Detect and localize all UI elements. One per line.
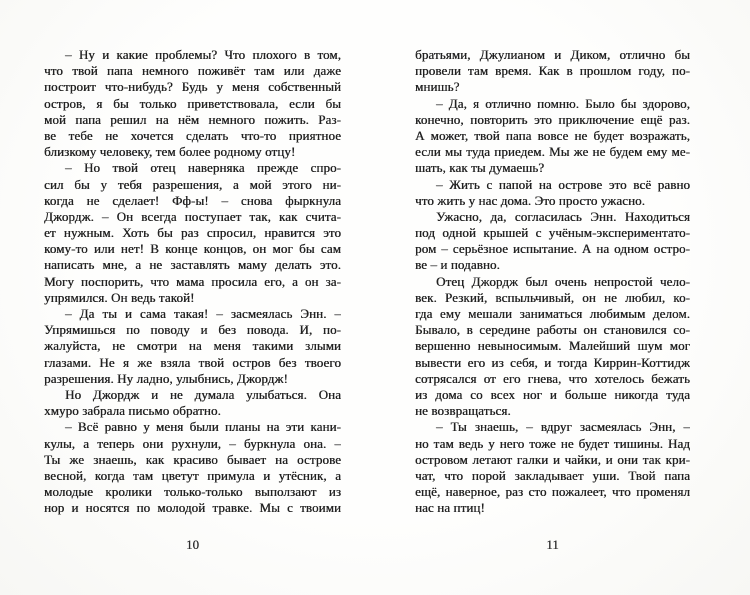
text-line: остров, я бы только приветствовала, если бы (44, 95, 341, 111)
text-line: глазами. Не я же взяла твой остров без твоего (44, 354, 341, 370)
text-line: что твой папа немного поживёт там или даже (44, 63, 341, 79)
text-line: Ужасно, да, согласилась Энн. Находиться (436, 208, 690, 224)
text-line: ве тебе не хочется сделать что-то приятное (44, 127, 341, 143)
text-line: нор и носятся по молодой травке. Мы с твоими (44, 500, 341, 516)
text-line: разрешения. Ну ладно, улыбнись, Джордж! (44, 370, 288, 386)
text-line: – Ты знаешь, – вдруг засмеялась Энн, – (436, 419, 690, 435)
text-line: – Да ты и сама такая! – засмеялась Энн. – (65, 306, 341, 321)
text-line: мой папа решил на нём немного пожить. Раз- (44, 111, 341, 127)
text-line: Ты же знаешь, как красиво бывает на острове (44, 451, 341, 467)
text-line: но там ведь у него тоже не будет тишины. Над (415, 435, 690, 451)
text-line: кулы, а теперь они рухнули, – буркнула она. – (44, 435, 341, 451)
text-line: – Но твой отец наверняка прежде спро- (65, 160, 341, 176)
text-line: Отец Джордж был очень непростой чело- (436, 273, 690, 289)
text-line: конечно, повторить это приключение ещё раз. (415, 111, 690, 127)
text-line: сил бы у тебя разрешения, а мой этого ни- (44, 176, 341, 192)
text-line: написать мне, а не заставлять маму делать это. (44, 257, 341, 273)
text-line: построит что-нибудь? Будь у меня собственный (44, 79, 341, 95)
text-line: шать, как ты думаешь? (415, 160, 545, 176)
text-line: островом летают галки и чайки, и они так кри- (415, 451, 690, 467)
text-line: мнишь? (415, 79, 460, 95)
text-line: Бывало, в середине работы он становился со- (415, 322, 690, 338)
text-line: вершенно невыносимым. Малейший шум мог (415, 338, 690, 354)
text-line: гда ему мешали заниматься любимым делом. (415, 306, 690, 321)
text-line: ве – и подавно. (415, 257, 500, 273)
text-line: когда не сделает! Фф-ы! – снова фыркнула (44, 192, 341, 208)
text-line: не возвращаться. (415, 403, 511, 419)
text-line: если мы туда приедем. Мы же не будем ему ме- (415, 144, 690, 160)
page-number-right: 11 (546, 537, 559, 552)
text-line: жалуйста, не смотри на меня такими злыми (44, 338, 341, 354)
page-number-left: 10 (186, 537, 199, 552)
left-page-text (44, 47, 341, 516)
text-line: А может, твой папа вовсе не будет возражать, (415, 127, 690, 143)
text-line: чат, что порой закладывает уши. Твой папа (415, 467, 690, 483)
text-line: век. Резкий, вспыльчивый, он не любил, ко- (415, 289, 690, 305)
text-line: Могу поспорить, что мама просила его, а он за- (44, 273, 341, 289)
text-line: Джордж. – Он всегда поступает так, как счита- (44, 208, 341, 224)
text-line: провели там время. Как в прошлом году, по- (415, 63, 690, 79)
text-line: – Ну и какие проблемы? Что плохого в том, (65, 47, 341, 62)
text-line: весной, когда там цветут примула и утёсник, а (44, 467, 341, 483)
right-page-text (415, 47, 690, 516)
text-line: Но Джордж и не думала улыбаться. Она (65, 386, 341, 402)
text-line: кому-то или нет! В конце концов, он мог бы сам (44, 241, 341, 257)
text-line: нас на птиц! (415, 500, 485, 516)
text-line: упрямился. Он ведь такой! (44, 289, 195, 305)
text-line: близкому человеку, тем более родному отцу! (44, 144, 296, 160)
text-line: хмуро забрала письмо обратно. (44, 403, 221, 419)
text-line: под одной крышей с учёным-экспериментато- (415, 225, 690, 241)
text-line: братьями, Джулианом и Диком, отлично бы (415, 47, 690, 62)
text-line: ет нужным. Хоть бы раз спросил, нравится это (44, 225, 341, 241)
text-line: ром – серьёзное испытание. А на одном остро- (415, 241, 690, 257)
text-line: – Всё равно у меня были планы на эти кани- (65, 419, 341, 435)
text-line: – Жить с папой на острове это всё равно (436, 176, 690, 192)
text-line: – Да, я отлично помню. Было бы здорово, (436, 95, 690, 111)
text-line: из дома со всех ног и больше никогда туда (415, 386, 690, 402)
text-line: молодые кролики только-только выползают из (44, 484, 341, 500)
text-line: сотрясался от его гнева, что хотелось бежать (415, 370, 690, 386)
text-line: ещё, наверное, раз сто пожалеет, что променял (415, 484, 690, 500)
text-line: что жить у нас дома. Это просто ужасно. (415, 192, 645, 208)
text-line: вывести его из себя, и тогда Киррин-Коттидж (415, 354, 690, 370)
text-line: Упрямишься по поводу и без повода. И, по- (44, 322, 341, 338)
